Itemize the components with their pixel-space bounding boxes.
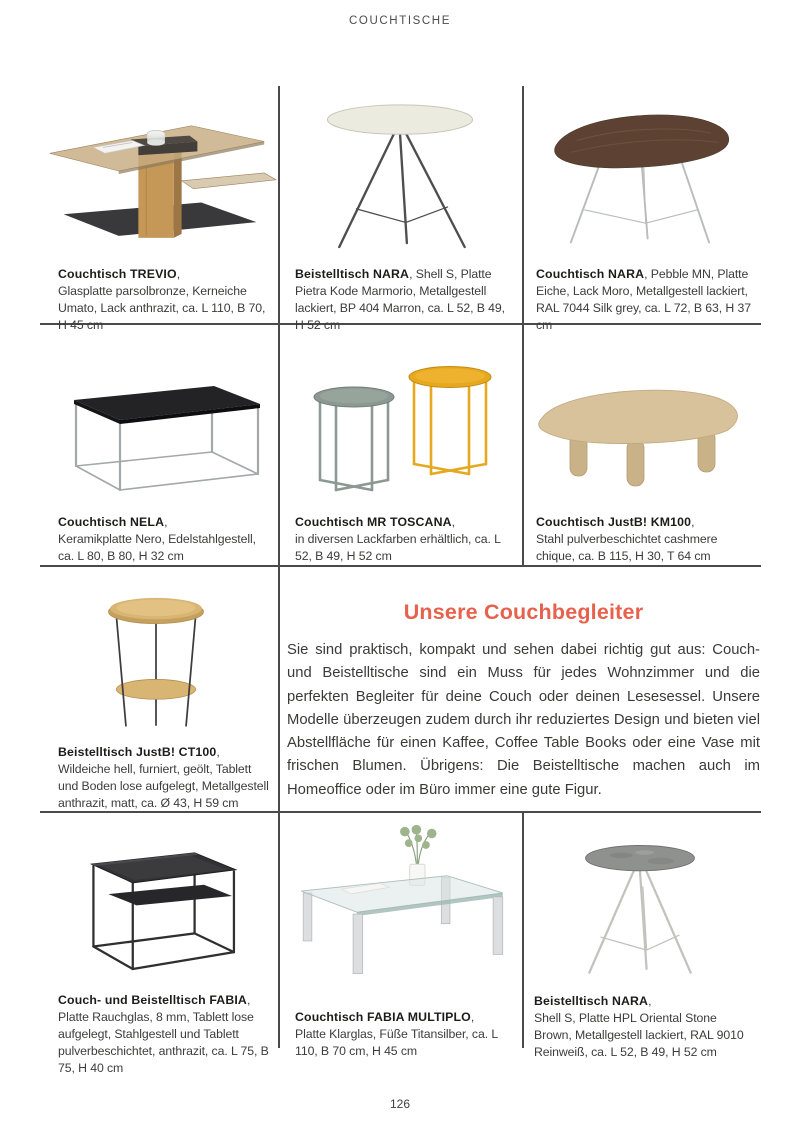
separator: ,: [691, 515, 695, 529]
product-name: Couchtisch NELA: [58, 515, 165, 529]
product-desc: Keramikplatte Nero, Edelstahlgestell, ca. L 80, B 80, H 32 cm: [58, 532, 256, 563]
fabia-caption: [58, 992, 273, 1077]
ct100-illustration: [92, 588, 220, 740]
feature-body: Sie sind praktisch, kompakt und sehen dabei richtig gut aus: Couch- und Beistelltische sind ein Muss für jedes Wohnzimmer und die perfekten Begleiter für deine Couch oder deinen Lesesessel. Unsere Modelle überzeugen zudem durch ihr reduziertes Design und bieten viel Abstellfläche für einen Kaffee, Coffee Table Books oder eine Vase mit frischen Blumen. Übrigens: Die Beistelltische machen auch im Homeoffice oder im Büro immer eine gute Figur.: [287, 642, 760, 798]
page-number: 126: [389, 1097, 411, 1111]
separator: ,: [451, 515, 455, 529]
nara-pebble-image: [534, 108, 744, 252]
separator: ,: [409, 267, 416, 281]
km100-caption: [536, 514, 754, 565]
product-name: Couchtisch TREVIO: [58, 267, 177, 281]
km100-illustration: [530, 382, 750, 494]
separator: ,: [470, 1010, 475, 1024]
nara-pebble-caption: [536, 266, 758, 334]
separator: ,: [644, 267, 651, 281]
divider-row2: [40, 565, 761, 567]
product-desc: Platte Rauchglas, 8 mm, Tablett lose aufgelegt, Stahlgestell und Tablett pulverbeschichtet, anthrazit, ca. L 75, B 75, H 40 cm: [58, 1010, 269, 1075]
product-desc: in diversen Lackfarben erhältlich, ca. L 52, B 49, H 52 cm: [295, 532, 501, 563]
product-name: Couchtisch JustB! KM100: [536, 515, 692, 529]
trevio-caption: [58, 266, 270, 334]
nara-bottom-caption: [534, 993, 756, 1061]
page-header: COUCHTISCHE: [349, 15, 451, 27]
product-desc: Shell S, Platte HPL Oriental Stone Brown, Metallgestell lackiert, RAL 9010 Reinweiß, ca. L 52, B 49, H 52 cm: [534, 1011, 744, 1059]
product-name: Couchtisch MR TOSCANA: [295, 515, 452, 529]
trevio-illustration: [42, 92, 278, 250]
nela-caption: [58, 514, 270, 565]
separator: ,: [648, 994, 652, 1008]
nara-bottom-image: [552, 830, 728, 982]
product-name: Couchtisch NARA: [536, 267, 645, 281]
ct100-caption: [58, 744, 273, 812]
product-name: Beistelltisch NARA: [295, 267, 410, 281]
km100-image: [530, 382, 750, 494]
mr-toscana-caption: [295, 514, 513, 565]
product-name: Beistelltisch NARA: [534, 994, 649, 1008]
nela-illustration: [64, 378, 264, 500]
divider-col2-lower: [522, 811, 524, 1048]
ct100-image: [92, 588, 220, 740]
product-desc: Wildeiche hell, furniert, geölt, Tablett und Boden lose aufgelegt, Metallgestell anthrazit, matt, ca. Ø 43, H 59 cm: [58, 762, 269, 810]
fabia-illustration: [64, 836, 254, 984]
separator: ,: [176, 267, 181, 281]
nara-shell-caption: [295, 266, 513, 334]
divider-col1: [278, 86, 280, 1048]
mr-toscana-illustration: [292, 340, 512, 500]
product-desc: Platte Klarglas, Füße Titansilber, ca. L 110, B 70 cm, H 45 cm: [295, 1027, 498, 1058]
fabia-multiplo-caption: [295, 1009, 513, 1060]
nara-shell-image: [302, 90, 498, 255]
trevio-image: [42, 92, 278, 250]
product-desc: Glasplatte parsolbronze, Kerneiche Umato, Lack anthrazit, ca. L 110, B 70, H 45 cm: [58, 284, 266, 332]
divider-col2-upper: [522, 86, 524, 565]
product-name: Beistelltisch JustB! CT100: [58, 745, 217, 759]
product-desc: Pebble MN, Platte Eiche, Lack Moro, Metallgestell lackiert, RAL 7044 Silk grey, ca. L 72, B 63, H 37 cm: [536, 267, 751, 332]
separator: ,: [246, 993, 251, 1007]
fabia-image: [64, 836, 254, 984]
mr-toscana-image: [292, 340, 512, 500]
fabia-multiplo-illustration: [288, 822, 516, 987]
nela-image: [64, 378, 264, 500]
nara-bottom-illustration: [552, 830, 728, 982]
product-desc: Shell S, Platte Pietra Kode Marmorio, Metallgestell lackiert, BP 404 Marron, ca. L 52, B 49, H 52 cm: [295, 267, 505, 332]
separator: ,: [216, 745, 220, 759]
nara-pebble-illustration: [534, 108, 744, 252]
feature-title: Unsere Couchbegleiter: [403, 600, 644, 624]
product-name: Couchtisch FABIA MULTIPLO: [295, 1010, 471, 1024]
nara-shell-illustration: [302, 90, 498, 255]
separator: ,: [164, 515, 168, 529]
fabia-multiplo-image: [288, 822, 516, 987]
product-desc: Stahl pulverbeschichtet cashmere chique, ca. B 115, H 30, T 64 cm: [536, 532, 718, 563]
product-name: Couch- und Beistelltisch FABIA: [58, 993, 247, 1007]
